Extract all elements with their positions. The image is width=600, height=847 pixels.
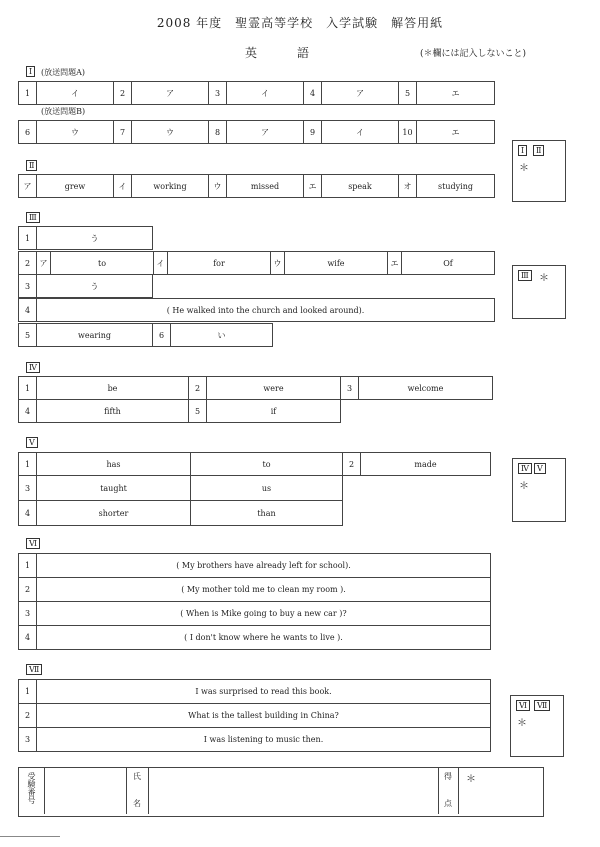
score-tag: Ⅰ [518,145,527,156]
subject-label: 英 語 [245,46,324,60]
answer-cell[interactable]: shorter [37,501,191,526]
section-1-row-a [18,81,495,105]
answer-cell[interactable]: イ [322,121,399,144]
score-star: ＊ [517,718,527,729]
q-number: 5 [19,324,37,347]
q-number: 3 [341,377,359,400]
answer-cell[interactable]: ウ [37,121,114,144]
score-box-6-7 [510,695,564,757]
points-label-1: 得 [444,772,452,781]
q-number: 2 [19,252,37,275]
answer-cell[interactable]: ア [322,82,399,105]
q-number: 4 [19,400,37,423]
page-title: 2008 年度 聖霊高等学校 入学試験 解答用紙 [156,16,444,30]
score-star: ＊ [539,273,549,284]
answer-cell[interactable]: ア [132,82,209,105]
q-number: 1 [19,377,37,400]
q-number: 2 [19,578,37,602]
answer-cell[interactable]: has [37,453,191,476]
q-number: 8 [209,121,227,144]
q-letter: エ [388,252,402,275]
section-1-tag: Ⅰ [26,66,35,77]
q-letter: ウ [271,252,285,275]
answer-cell[interactable]: ( I don't know where he wants to live ). [37,626,491,650]
q-number: 1 [19,680,37,704]
score-box-3 [512,265,566,319]
instruction-note: (＊欄には記入しないこと) [420,49,527,59]
answer-cell[interactable]: ア [227,121,304,144]
exam-number-label: 受験番号 [27,772,36,804]
name-label-cell [127,768,149,814]
q-number: 4 [19,501,37,526]
answer-cell[interactable]: う [37,275,153,298]
answer-cell[interactable]: イ [227,82,304,105]
section-6-tag: Ⅵ [26,538,40,549]
section-6-table [18,553,491,650]
name-field[interactable] [149,768,439,814]
answer-cell[interactable]: ( My mother told me to clean my room ). [37,578,491,602]
section-7-tag: Ⅶ [26,664,42,675]
answer-cell[interactable]: speak [322,175,399,198]
score-star: ＊ [519,481,529,492]
q-number: 2 [114,82,132,105]
q-letter: エ [304,175,322,198]
answer-cell[interactable]: to [191,453,343,476]
q-number: 2 [343,453,361,476]
q-letter: イ [114,175,132,198]
section-4-row-2 [18,399,341,423]
score-star: ＊ [519,163,529,174]
answer-cell[interactable]: I was listening to music then. [37,728,491,752]
score-tag: Ⅶ [534,700,550,711]
score-tag: Ⅴ [534,463,546,474]
exam-number-field[interactable] [45,768,127,814]
answer-cell[interactable]: wearing [37,324,153,347]
q-letter: ア [37,252,51,275]
answer-cell[interactable]: to [51,252,154,275]
q-number: 3 [19,275,37,298]
q-number: 1 [19,227,37,250]
answer-cell[interactable]: イ [37,82,114,105]
answer-cell[interactable]: be [37,377,189,400]
answer-cell[interactable]: made [361,453,491,476]
total-score-star: ＊ [466,774,476,785]
q-number: 1 [19,554,37,578]
section-5-row-1 [18,452,491,476]
name-label-1: 氏 [133,772,141,781]
answer-cell[interactable]: us [191,476,343,501]
score-tag: Ⅱ [533,145,544,156]
score-box-1-2 [512,140,566,202]
score-tag: Ⅲ [518,270,532,281]
q-number: 3 [19,476,37,501]
answer-cell[interactable]: ( When is Mike going to buy a new car )? [37,602,491,626]
answer-cell[interactable]: ( He walked into the church and looked around). [37,299,495,322]
section-4-row-1 [18,376,493,400]
q-number: 6 [153,324,171,347]
q-number: 1 [19,453,37,476]
q-number: 2 [19,704,37,728]
candidate-info-box [18,767,544,817]
section-3-q1 [18,226,153,250]
q-number: 9 [304,121,322,144]
answer-cell[interactable]: missed [227,175,304,198]
answer-cell[interactable]: fifth [37,400,189,423]
answer-cell[interactable]: う [37,227,153,250]
section-3-tag: Ⅲ [26,212,40,223]
answer-cell[interactable]: ( My brothers have already left for school). [37,554,491,578]
answer-cell[interactable]: ウ [132,121,209,144]
name-label-2: 名 [133,799,141,808]
section-7-table [18,679,491,752]
q-number: 7 [114,121,132,144]
score-box-4-5 [512,458,566,522]
points-label-2: 点 [444,799,452,808]
q-number: 2 [189,377,207,400]
answer-cell[interactable]: studying [417,175,495,198]
answer-cell[interactable]: い [171,324,273,347]
bottom-rule [0,836,60,837]
answer-cell[interactable]: grew [37,175,114,198]
listening-b-label: (放送問題B) [41,107,86,116]
q-letter: ア [19,175,37,198]
listening-a-label: (放送問題A) [41,68,86,77]
section-4-tag: Ⅳ [26,362,40,373]
section-3-q3 [18,274,153,298]
q-number: 4 [304,82,322,105]
answer-cell[interactable]: エ [417,121,495,144]
q-number: 3 [19,728,37,752]
q-number: 6 [19,121,37,144]
q-number: 4 [19,626,37,650]
q-number: 3 [209,82,227,105]
section-1-row-b [18,120,495,144]
q-number: 1 [19,82,37,105]
q-number: 5 [189,400,207,423]
q-letter: イ [154,252,168,275]
answer-cell[interactable]: エ [417,82,495,105]
answer-cell[interactable]: wife [285,252,388,275]
q-number: 4 [19,299,37,322]
answer-cell[interactable]: taught [37,476,191,501]
section-3-q2 [18,251,495,275]
points-label-cell [439,768,459,814]
q-letter: ウ [209,175,227,198]
section-3-q4 [18,298,495,322]
exam-number-label-cell [19,768,45,814]
score-tag: Ⅳ [518,463,532,474]
answer-cell[interactable]: I was surprised to read this book. [37,680,491,704]
answer-cell[interactable]: if [207,400,341,423]
q-number: 10 [399,121,417,144]
answer-cell[interactable]: welcome [359,377,493,400]
answer-cell[interactable]: What is the tallest building in China? [37,704,491,728]
section-5-tag: Ⅴ [26,437,38,448]
answer-cell[interactable]: working [132,175,209,198]
answer-cell[interactable]: Of [402,252,495,275]
answer-cell[interactable]: were [207,377,341,400]
answer-cell[interactable]: for [168,252,271,275]
q-number: 5 [399,82,417,105]
section-2-row [18,174,495,198]
section-5-rows-3-4 [18,475,343,526]
q-number: 3 [19,602,37,626]
answer-cell[interactable]: than [191,501,343,526]
score-tag: Ⅵ [516,700,530,711]
q-letter: オ [399,175,417,198]
section-3-q5-q6 [18,323,273,347]
section-2-tag: Ⅱ [26,160,37,171]
